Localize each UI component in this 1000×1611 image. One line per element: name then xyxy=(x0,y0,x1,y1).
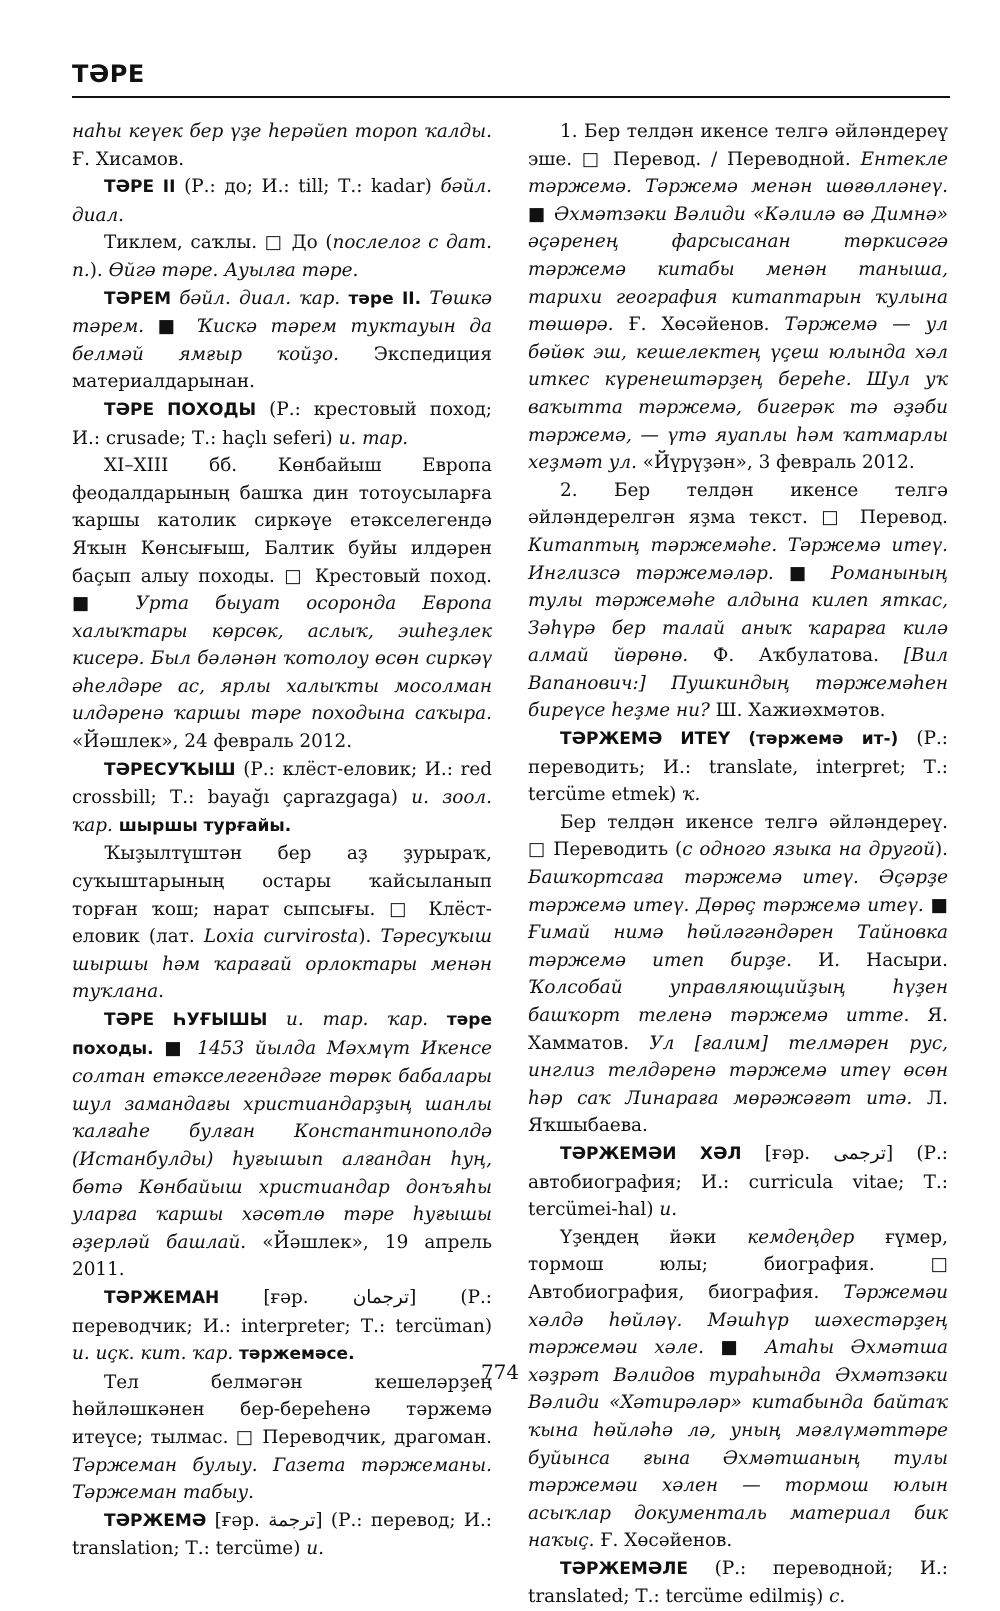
headword: ТӘРЖЕМӘ ИТЕҮ (тәржемә ит-) xyxy=(560,729,899,750)
running-head: ТӘРЕ xyxy=(72,60,145,88)
source: Ғ. Хисамов. xyxy=(72,148,185,170)
source: Ш. Хажиәхмәтов. xyxy=(709,700,886,722)
headword: ТӘРЖЕМАН xyxy=(104,1287,220,1308)
source: «Йүрүҙән», 3 февраль 2012. xyxy=(636,452,915,474)
definition-text: ғүмер, тормош юлы; биография. □ Автобиография, биография. xyxy=(528,1226,949,1303)
example-text: Китаптың тәржемәһе. Тәржемә итеү. Инглизсә тәржемәләр. ■ Романының тулы тәржемәһе алдына килеп яткас, Зәһүрә бер талай аныҡ ҡарарға килә алмай йөрөнө. xyxy=(528,534,948,667)
definition-text: 1. Бер телдән икенсе телгә әйләндереү эше. □ Перевод. / Переводной. xyxy=(528,121,948,170)
definition-text: ). xyxy=(358,926,381,948)
cross-reference: тәре походы. xyxy=(72,1010,492,1059)
definition-text: Үҙеңдең йәки xyxy=(560,1226,748,1248)
definition-text: ). xyxy=(89,259,109,281)
headword: ТӘРЖЕМӘИ ХӘЛ xyxy=(560,1143,742,1164)
headword: ТӘРЕМ xyxy=(104,288,172,309)
definition xyxy=(72,1369,492,1507)
etymology: ] (Р.: автобиография; И.: curricula vitae; Т.: tercümei-hal) xyxy=(528,1142,948,1221)
example-text: Ентекле тәржемә. Тәржемә менән шөғөлләнеү. ■ Әхмәтзәки Вәлиди «Кәлилә вә Димнә» әҫәренең фарсысанан төркисәгә тәржемә китабы менән таныша, тарихи география китаптарын ҡулына төшөрә. xyxy=(528,148,948,336)
source: Экспедиция материалдарынан. xyxy=(72,343,493,393)
cross-reference: тәре II. xyxy=(348,288,422,309)
example-text: Өйгә тәре. Ауылға тәре. xyxy=(108,259,359,281)
etymology: ] (Р.: переводчик; И.: interpreter; Т.: tercüman) xyxy=(72,1286,492,1337)
sense-1 xyxy=(528,118,948,477)
etymology: (Р.: крестовый поход; И.: crusade; Т.: haçlı seferi) xyxy=(72,398,492,449)
entry-tarzhemai-hal xyxy=(528,1140,948,1224)
grammar-label: и. тар. xyxy=(338,427,409,449)
definition-text: ). xyxy=(934,839,948,861)
arabic-script: ترجمة xyxy=(268,1509,316,1531)
entry-tare-2 xyxy=(72,173,492,229)
arabic-script: ترجمان xyxy=(352,1286,410,1308)
headword: ТӘРЕ ҺУҒЫШЫ xyxy=(104,1010,268,1030)
definition xyxy=(528,809,948,1140)
page-number: 774 xyxy=(480,1360,520,1384)
grammar-label: и. xyxy=(659,1199,678,1221)
grammar-label: и. иҫк. кит. ҡар. xyxy=(72,1343,240,1365)
example-text: Ҡолсобай управляющийҙың һүҙен башҡорт теленә тәржемә итте. xyxy=(528,977,948,1026)
entry-tare-pokhody xyxy=(72,396,492,452)
left-column xyxy=(72,118,492,1563)
source: «Йәшлек», 19 апрель 2011. xyxy=(72,1231,492,1281)
entry-tarzhema xyxy=(72,1507,492,1563)
source: Ғ. Хөсәйенов. xyxy=(613,314,785,336)
definition-text: 2. Бер телдән икенсе телгә әйләндерелгән яҙма текст. □ Перевод. xyxy=(528,479,948,529)
example-text: Тәржеман булыу. Газета тәржеманы. Тәржеман табыу. xyxy=(72,1454,492,1504)
entry-tarzheman xyxy=(72,1284,492,1369)
grammar-note: с одного языка на другой xyxy=(682,839,935,861)
definition-text: Ҡыҙылтүштән бер аҙ ҙурыраҡ, суҡыштарының остары ҡайсыланып торған ҡош; нарат сыпсығы. □ Клёст-еловик (лат. xyxy=(72,843,492,948)
example-text: Тәресуҡыш шыршы һәм ҡарағай орлоктары менән туҡлана. xyxy=(72,926,492,1003)
example-text: наһы кеүек бер үҙе һерәйеп тороп ҡалды. xyxy=(72,121,492,142)
source: И. Насыри. xyxy=(791,949,948,971)
source: Ғ. Хөсәйенов. xyxy=(594,1530,733,1552)
source: Ф. Аҡбулатова. xyxy=(688,645,904,667)
entry-tarzhemale xyxy=(528,1555,948,1611)
grammar-label: бәйл. диал. xyxy=(72,176,492,226)
entry-taresukysh xyxy=(72,756,492,841)
definition-text: Тиклем, саҡлы. □ До ( xyxy=(104,232,333,254)
example-text: Тәржемә — ул бөйөк эш, кешелектең үҫеш юлында хәл иткес күренештәрҙең береһе. Шул уҡ ваҡытта тәржемә, бигерәк тә әҙәби тәржемә, — үтә яуаплы һәм ҡатмарлы хеҙмәт ул. xyxy=(528,314,948,474)
entry-continuation xyxy=(72,118,492,173)
etymology: ] (Р.: перевод; И.: translation; Т.: tercüme) xyxy=(72,1509,492,1560)
grammar-note: кемдеңдер xyxy=(747,1226,855,1248)
example-text: [Вил Вапанович:] Пушкиндың тәржемәһен биреүсе һеҙме ни? xyxy=(528,645,948,722)
grammar-label: бәйл. диал. ҡар. xyxy=(171,287,349,309)
entry-tarzhema-iteu xyxy=(528,725,948,809)
example-text: Тәржемәи хәлдә һөйләү. Мәшһүр шәхестәрҙең тәржемәи хәле. ■ Атаһы Әхмәтша хәҙрәт Вәлидов тураһында Әхмәтзәки Вәлиди «Хәтирәләр» китабында байтаҡ ҡына һөйләһә лә, уның мәғлүмәттәре буйынса ғына Әхмәтшаның тулы тәржемәи хәлен — тормош юлын асыҡлар документаль материал бик наҡыҫ. xyxy=(528,1281,948,1552)
etymology: [ғәр. xyxy=(206,1509,269,1531)
grammar-label: с. xyxy=(829,1586,846,1608)
example-text: ■ Урта быуат осоронда Европа халыҡтары көрсөк, аслыҡ, эшһеҙлек кисерә. Был бәләнән ҡотолоу өсөн сиркәү әһелдәре ас, ярлы халыҡты мосолман илдәренә ҡаршы тәре походына саҡыра. xyxy=(72,593,492,725)
grammar-label: и. зоол. ҡар. xyxy=(72,787,492,836)
headword: ТӘРЕ II xyxy=(104,177,176,198)
headword: ТӘРЖЕМӘ xyxy=(104,1510,207,1531)
grammar-note: послелог с дат. п. xyxy=(72,232,492,281)
cross-reference: шыршы турғайы. xyxy=(118,815,292,836)
etymology: (Р.: переводной; И.: translated; Т.: tercüme edilmiş) xyxy=(528,1557,948,1608)
definition xyxy=(72,840,492,1006)
grammar-label: ҡ. xyxy=(682,784,701,806)
entry-tarem xyxy=(72,285,492,396)
definition xyxy=(72,229,492,284)
grammar-label: и. тар. ҡар. xyxy=(267,1009,447,1030)
cross-reference: тәржемәсе. xyxy=(239,1344,355,1365)
source: Л. Яҡшыбаева. xyxy=(528,1087,948,1137)
definition-text: XI–XIII бб. Көнбайыш Европа феодалдарының башҡа дин тотоусыларға ҡаршы католик сиркәүе етәкселегендә Яҡын Көнсығыш, Балтик буйы илдәрен баҫып алыу походы. □ Крестовый поход. xyxy=(72,455,492,587)
header-rule xyxy=(72,96,950,98)
etymology: [ғәр. xyxy=(741,1142,834,1164)
definition xyxy=(72,452,492,756)
example-text: Ул [ғалим] телмәрен рус, инглиз телдәренә тәржемә итеү өсөн һәр саҡ Линараға мөрәжәғәт итә. xyxy=(528,1032,948,1109)
headword: ТӘРЕ ПОХОДЫ xyxy=(104,399,257,420)
source: «Йәшлек», 24 февраль 2012. xyxy=(72,731,353,753)
sense-2 xyxy=(528,477,948,725)
example-text: Төшкә тәрем. ■ Ҡискә тәрем туктауын да белмәй ямғыр ҡойҙо. xyxy=(72,287,492,365)
etymology: [ғәр. xyxy=(219,1286,353,1308)
headword: ТӘРЕСУҠЫШ xyxy=(104,759,236,780)
source: Я. Хамматов. xyxy=(528,1005,948,1054)
definition-text: Тел белмәгән кешеләрҙең һөйләшкәнен бер-береһенә тәржемә итеүсе; тылмас. □ Переводчик, драгоман. xyxy=(72,1371,492,1448)
headword: ТӘРЖЕМӘЛЕ xyxy=(560,1558,688,1579)
example-text: ■ 1453 йылда Мәхмүт Икенсе солтан етәкселегендәге төрөк бабалары шул замандағы христиандарҙың шанлы ҡалғаһе булған Константинополдә (Истанбулды) һуғышып алғандан һуң, бөтә Көнбайыш христиандар донъяһы уларға ҡаршы хәсөтлө тәре һуғышы әҙерләй башлай. xyxy=(72,1037,492,1253)
grammar-label: и. xyxy=(306,1538,324,1560)
latin-name: Loxia curvirosta xyxy=(203,926,359,948)
right-column xyxy=(528,118,948,1611)
etymology: (Р.: до; И.: till; Т.: kadar) xyxy=(175,176,441,198)
etymology: (Р.: клёст-еловик; И.: red crossbill; Т.: bayağı çaprazgaga) xyxy=(72,758,492,809)
definition-text: Бер телдән икенсе телгә әйләндереү. □ Переводить ( xyxy=(528,811,948,861)
entry-tare-hugyshy xyxy=(72,1006,492,1284)
example-text: Башҡортсаға тәржемә итеү. Әҫәрҙе тәржемә итеү. Дөрөҫ тәржемә итеү. ■ Ғимай нимә һөйләгәндәрен Тайновка тәржемә итеп бирҙе. xyxy=(528,867,948,971)
arabic-script: ترجمى xyxy=(833,1142,886,1164)
etymology: (Р.: переводить; И.: translate, interpret; Т.: tercüme etmek) xyxy=(528,728,948,806)
definition xyxy=(528,1224,948,1555)
